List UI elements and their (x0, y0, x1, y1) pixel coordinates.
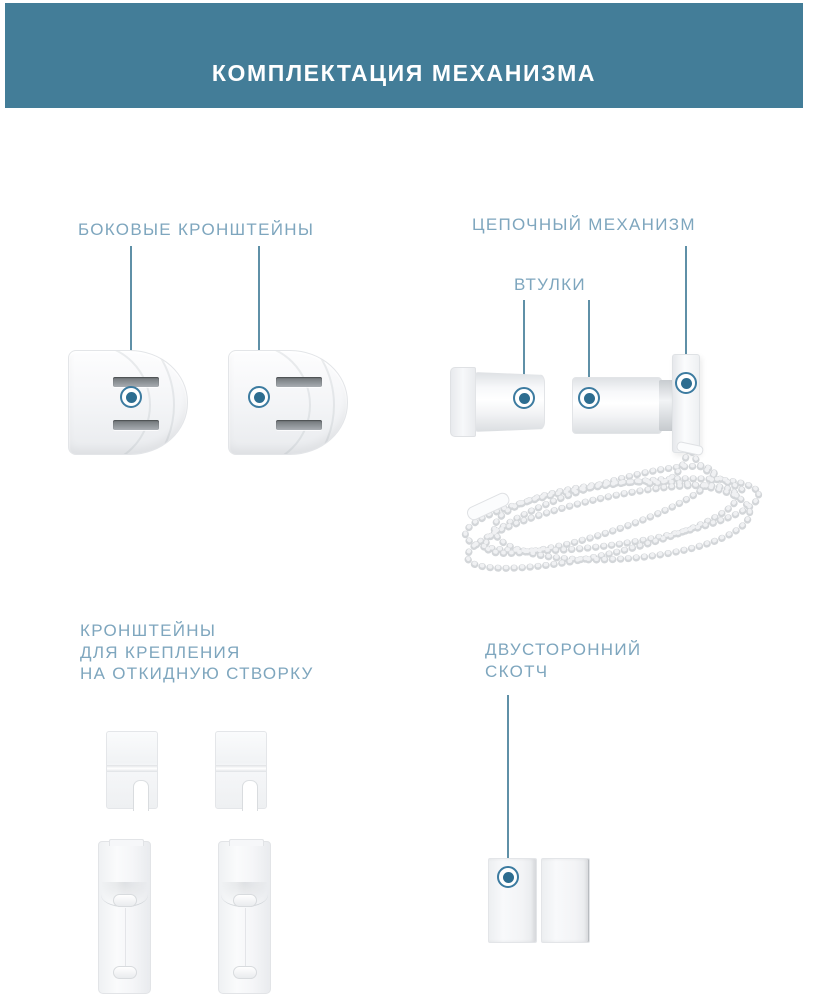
bracket-pill (233, 966, 257, 979)
callout-dot-core (681, 378, 692, 389)
label-sash-brackets-line1: КРОНШТЕЙНЫ (80, 621, 217, 640)
callout-dot-core (126, 392, 137, 403)
bracket-pill (113, 966, 137, 979)
sash-clip-image-1 (106, 731, 158, 809)
bracket-slot (276, 377, 322, 387)
chain-connector (676, 441, 703, 455)
bushing-body (475, 372, 545, 432)
leader-line-bushing-2 (588, 300, 590, 387)
bracket-slot (113, 377, 159, 387)
label-chain-mechanism: ЦЕПОЧНЫЙ МЕХАНИЗМ (472, 215, 696, 234)
bracket-slot (113, 420, 159, 430)
label-double-tape-line2: СКОТЧ (485, 661, 549, 681)
callout-dot-icon (120, 386, 142, 408)
bushing-flange (450, 367, 476, 437)
callout-dot-core (503, 872, 514, 883)
bracket-seam (125, 908, 126, 971)
label-double-tape-line1: ДВУСТОРОННИЙ (485, 640, 642, 659)
bracket-seam (245, 908, 246, 971)
callout-dot-icon (497, 866, 519, 888)
label-sash-brackets-line3: НА ОТКИДНУЮ СТВОРКУ (80, 664, 314, 683)
leader-line-bushing-1 (523, 300, 525, 387)
leader-line-tape (507, 695, 509, 866)
sash-clip-image-2 (215, 731, 267, 809)
callout-dot-core (519, 393, 530, 404)
label-bushings: ВТУЛКИ (514, 275, 586, 294)
label-sash-brackets (80, 620, 314, 685)
sash-bracket-image-2 (218, 841, 271, 994)
clip-groove (216, 765, 266, 772)
clip-groove (107, 765, 157, 772)
bracket-pill (233, 894, 257, 907)
tape-strip-right (541, 858, 590, 943)
callout-dot-icon (513, 387, 535, 409)
callout-dot-icon (578, 387, 600, 409)
side-bracket-image-2 (228, 350, 348, 455)
label-double-tape (485, 639, 641, 682)
callout-dot-icon (248, 386, 270, 408)
page-title: КОМПЛЕКТАЦИЯ МЕХАНИЗМА (211, 60, 597, 86)
sash-bracket-image-1 (98, 841, 151, 994)
bracket-lip (109, 839, 144, 846)
callout-dot-core (254, 392, 265, 403)
callout-dot-icon (675, 372, 697, 394)
bracket-lip (229, 839, 264, 846)
label-side-brackets: БОКОВЫЕ КРОНШТЕЙНЫ (78, 220, 315, 239)
bracket-pill (113, 894, 137, 907)
callout-dot-core (584, 393, 595, 404)
header-banner (5, 3, 803, 108)
clip-notch (133, 780, 149, 811)
bead-chain-image (440, 428, 790, 608)
label-sash-brackets-line2: ДЛЯ КРЕПЛЕНИЯ (80, 642, 241, 662)
bracket-slot (276, 420, 322, 430)
clip-notch (242, 780, 258, 811)
bracket-ripple (228, 350, 335, 455)
